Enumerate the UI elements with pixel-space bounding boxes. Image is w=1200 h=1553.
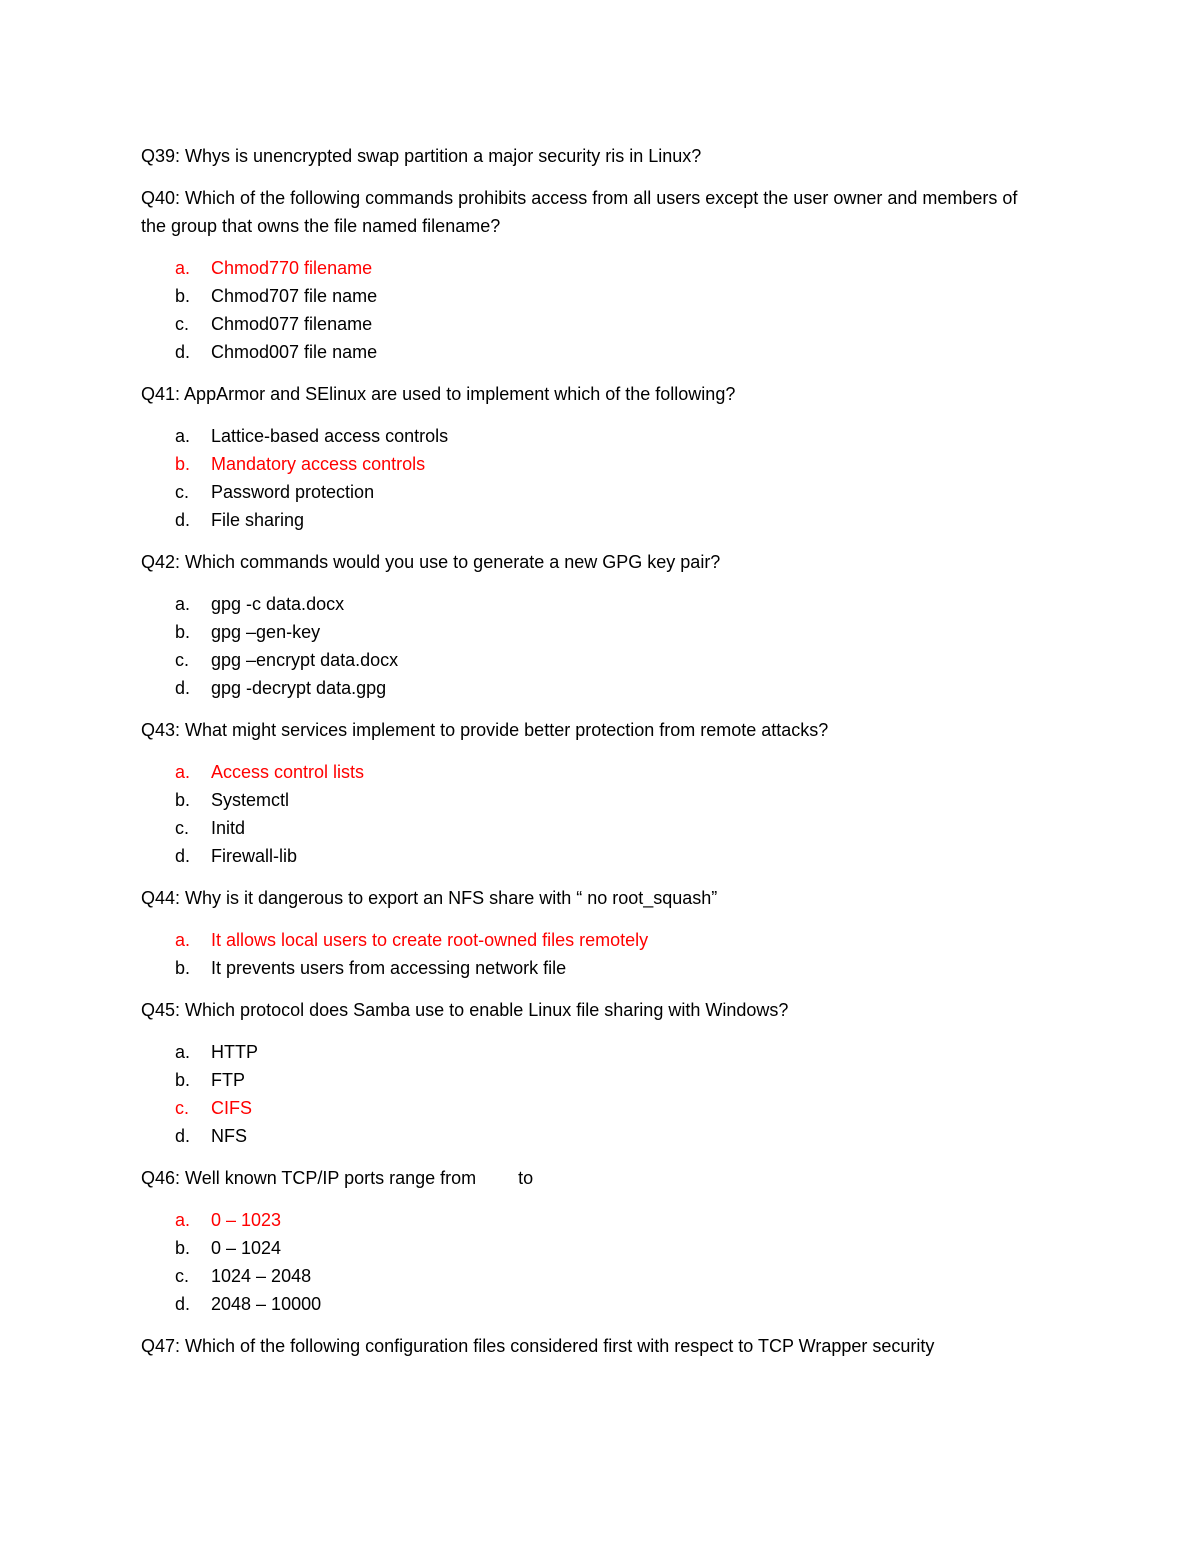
question-q45 xyxy=(141,996,1041,1024)
option-text: HTTP xyxy=(211,1042,258,1062)
question-number: Q46: xyxy=(141,1168,181,1188)
answer-option xyxy=(141,786,1041,814)
answer-options xyxy=(141,926,1041,982)
option-text: Password protection xyxy=(211,482,375,502)
option-letter: a. xyxy=(175,930,191,950)
answer-option xyxy=(141,814,1041,842)
question-list xyxy=(141,142,1041,1374)
question-text: AppArmor and SElinux are used to implement which of the following? xyxy=(184,384,736,404)
option-letter: c. xyxy=(175,314,190,334)
option-letter: b. xyxy=(175,958,191,978)
option-letter: b. xyxy=(175,286,191,306)
option-letter: c. xyxy=(175,1098,190,1118)
question-q46 xyxy=(141,1164,1041,1192)
answer-option xyxy=(141,1066,1041,1094)
option-text: It prevents users from accessing network file xyxy=(211,958,567,978)
answer-option-correct xyxy=(141,1206,1041,1234)
question-number: Q41: xyxy=(141,384,181,404)
option-letter: d. xyxy=(175,1126,191,1146)
option-letter: d. xyxy=(175,678,191,698)
answer-options xyxy=(141,1206,1041,1318)
question-text-after-gap: to xyxy=(518,1168,534,1188)
question-text: Whys is unencrypted swap partition a major security ris in Linux? xyxy=(185,146,702,166)
answer-option xyxy=(141,1262,1041,1290)
option-text: Chmod007 file name xyxy=(211,342,378,362)
option-text: 0 – 1023 xyxy=(211,1210,282,1230)
question-number: Q39: xyxy=(141,146,181,166)
option-letter: c. xyxy=(175,1266,190,1286)
question-number: Q44: xyxy=(141,888,181,908)
option-text: gpg –encrypt data.docx xyxy=(211,650,399,670)
answer-option xyxy=(141,478,1041,506)
answer-option xyxy=(141,618,1041,646)
answer-options xyxy=(141,1038,1041,1150)
option-letter: d. xyxy=(175,510,191,530)
option-text: File sharing xyxy=(211,510,305,530)
answer-option xyxy=(141,1038,1041,1066)
question-number: Q42: xyxy=(141,552,181,572)
option-text: It allows local users to create root-owned files remotely xyxy=(211,930,649,950)
option-letter: a. xyxy=(175,1042,191,1062)
answer-option xyxy=(141,646,1041,674)
option-letter: d. xyxy=(175,846,191,866)
option-letter: b. xyxy=(175,454,191,474)
question-text: Which commands would you use to generate a new GPG key pair? xyxy=(185,552,721,572)
option-text: CIFS xyxy=(211,1098,253,1118)
option-letter: a. xyxy=(175,594,191,614)
option-text: NFS xyxy=(211,1126,247,1146)
option-letter: c. xyxy=(175,650,190,670)
answer-options xyxy=(141,254,1041,366)
option-letter: b. xyxy=(175,1238,191,1258)
option-text: gpg -c data.docx xyxy=(211,594,345,614)
question-text: Well known TCP/IP ports range from xyxy=(185,1168,477,1188)
question-q41 xyxy=(141,380,1041,408)
answer-option xyxy=(141,1122,1041,1150)
option-text: Systemctl xyxy=(211,790,290,810)
answer-option xyxy=(141,842,1041,870)
answer-options xyxy=(141,422,1041,534)
option-text: Chmod077 filename xyxy=(211,314,373,334)
answer-option xyxy=(141,338,1041,366)
answer-option-correct xyxy=(141,926,1041,954)
option-text: FTP xyxy=(211,1070,245,1090)
question-text: What might services implement to provide better protection from remote attacks? xyxy=(185,720,829,740)
option-letter: a. xyxy=(175,426,191,446)
option-letter: b. xyxy=(175,622,191,642)
option-text: Lattice-based access controls xyxy=(211,426,449,446)
question-text: Why is it dangerous to export an NFS share with “ no root_squash” xyxy=(185,888,718,908)
question-number: Q43: xyxy=(141,720,181,740)
option-letter: d. xyxy=(175,1294,191,1314)
answer-option xyxy=(141,1290,1041,1318)
question-text: Which of the following commands prohibits access from all users except the user owner and members of the group that owns the file named filename? xyxy=(141,188,1018,236)
question-q43 xyxy=(141,716,1041,744)
option-text: 1024 – 2048 xyxy=(211,1266,312,1286)
question-q39 xyxy=(141,142,1041,170)
option-letter: a. xyxy=(175,1210,191,1230)
question-q40 xyxy=(141,184,1041,240)
option-letter: a. xyxy=(175,258,191,278)
option-text: gpg -decrypt data.gpg xyxy=(211,678,387,698)
answer-option xyxy=(141,506,1041,534)
answer-option xyxy=(141,1234,1041,1262)
option-letter: a. xyxy=(175,762,191,782)
answer-option xyxy=(141,590,1041,618)
option-letter: d. xyxy=(175,342,191,362)
question-q42 xyxy=(141,548,1041,576)
option-text: Firewall-lib xyxy=(211,846,298,866)
answer-option xyxy=(141,422,1041,450)
option-text: Chmod770 filename xyxy=(211,258,373,278)
answer-options xyxy=(141,758,1041,870)
question-q47 xyxy=(141,1332,1041,1360)
option-letter: b. xyxy=(175,1070,191,1090)
question-text: Which of the following configuration files considered first with respect to TCP Wrapper security xyxy=(185,1336,935,1356)
answer-option-correct xyxy=(141,758,1041,786)
answer-option-correct xyxy=(141,1094,1041,1122)
answer-option xyxy=(141,310,1041,338)
option-text: 0 – 1024 xyxy=(211,1238,282,1258)
option-text: Mandatory access controls xyxy=(211,454,426,474)
option-letter: c. xyxy=(175,818,190,838)
option-text: 2048 – 10000 xyxy=(211,1294,322,1314)
option-letter: b. xyxy=(175,790,191,810)
option-letter: c. xyxy=(175,482,190,502)
question-number: Q47: xyxy=(141,1336,181,1356)
option-text: Initd xyxy=(211,818,246,838)
question-number: Q40: xyxy=(141,188,181,208)
answer-option-correct xyxy=(141,450,1041,478)
option-text: Chmod707 file name xyxy=(211,286,378,306)
question-number: Q45: xyxy=(141,1000,181,1020)
question-text: Which protocol does Samba use to enable Linux file sharing with Windows? xyxy=(185,1000,789,1020)
answer-option-correct xyxy=(141,254,1041,282)
option-text: Access control lists xyxy=(211,762,365,782)
answer-option xyxy=(141,674,1041,702)
answer-options xyxy=(141,590,1041,702)
option-text: gpg –gen-key xyxy=(211,622,321,642)
answer-option xyxy=(141,954,1041,982)
question-q44 xyxy=(141,884,1041,912)
answer-option xyxy=(141,282,1041,310)
